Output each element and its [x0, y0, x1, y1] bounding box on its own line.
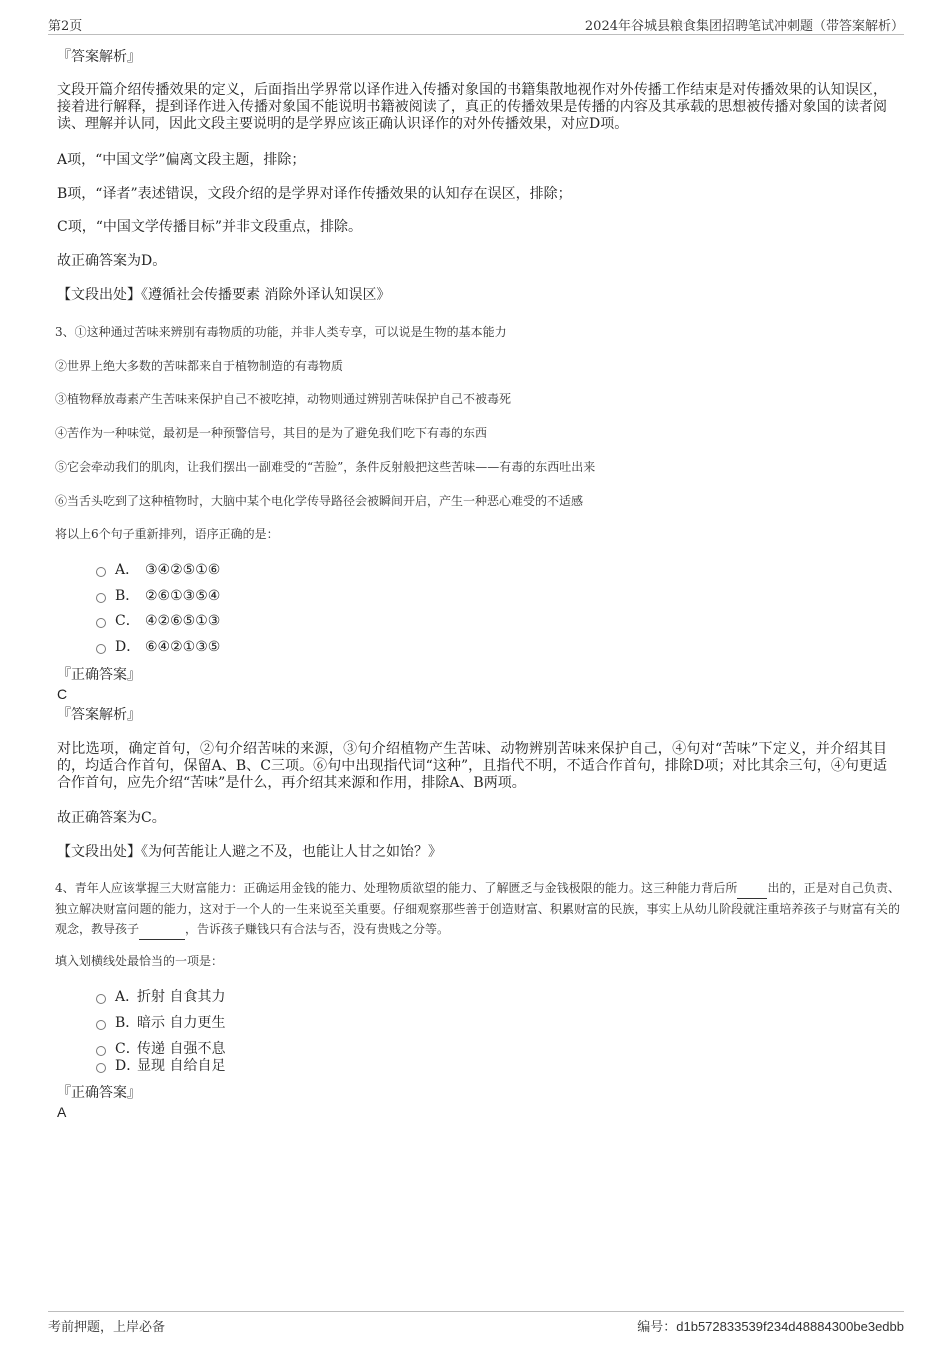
radio-icon[interactable] [96, 567, 106, 577]
answer-label: 『正确答案』 [57, 1085, 141, 1101]
answer-label: 『正确答案』 [57, 667, 141, 683]
option-text: ②⑥①③⑤④ [145, 588, 221, 604]
option-letter: B． [115, 1015, 140, 1031]
document-id: 编号：d1b572833539f234d48884300be3edbb [637, 1319, 904, 1334]
option-a[interactable] [96, 988, 225, 1006]
option-text: 传递 自强不息 [137, 1041, 226, 1057]
option-letter: A． [115, 989, 140, 1005]
radio-icon[interactable] [96, 1020, 106, 1030]
question-sentence-1: 3、①这种通过苦味来辨别有毒物质的功能，并非人类专享，可以说是生物的基本能力 [55, 325, 507, 339]
option-c[interactable] [96, 612, 220, 630]
option-text: 暗示 自力更生 [137, 1015, 226, 1031]
radio-icon[interactable] [96, 1046, 106, 1056]
analysis-line-c: C项，“中国文学传播目标”并非文段重点，排除。 [57, 219, 363, 235]
answer-value: A [57, 1104, 67, 1120]
option-letter: D． [115, 639, 141, 655]
page-footer [48, 1311, 904, 1335]
fill-blank-2 [139, 919, 185, 940]
stem-text: 4、青年人应该掌握三大财富能力：正确运用金钱的能力、处理物质欲望的能力、了解匮乏与金钱极限的能力。这三种能力背后所 [55, 881, 738, 895]
page-number: 第2页 [48, 19, 83, 34]
footer-slogan: 考前押题，上岸必备 [48, 1320, 166, 1335]
analysis-label: 『答案解析』 [57, 49, 141, 65]
analysis-label: 『答案解析』 [57, 707, 141, 723]
radio-icon[interactable] [96, 593, 106, 603]
source-citation: 【文段出处】《为何苦能让人避之不及，也能让人甘之如饴？》 [57, 844, 442, 860]
question-sentence-2: ②世界上绝大多数的苦味都来自于植物制造的有毒物质 [55, 359, 344, 373]
radio-icon[interactable] [96, 1063, 106, 1073]
analysis-paragraph: 对比选项，确定首句，②句介绍苦味的来源，③句介绍植物产生苦味、动物辨别苦味来保护自己，④句对“苦味”下定义，并介绍其目的，均适合作首句，保留A、B、C三项。⑥句中出现指代词“这种”，且指代不明，不适合作首句，排除D项；对比其余三句，④句更适合作首句，应先介绍“苦味”是什么，再介绍其来源和作用，排除A、B两项。 [57, 741, 887, 791]
conclusion: 故正确答案为D。 [57, 253, 167, 269]
analysis-line-b: B项，“译者”表述错误，文段介绍的是学界对译作传播效果的认知存在误区，排除； [57, 186, 572, 202]
option-letter: C． [115, 1041, 140, 1057]
fill-blank-1 [737, 878, 767, 899]
option-letter: C． [115, 613, 140, 629]
radio-icon[interactable] [96, 994, 106, 1004]
answer-value: C [57, 686, 68, 702]
document-title: 2024年谷城县粮食集团招聘笔试冲刺题（带答案解析） [584, 19, 904, 34]
conclusion: 故正确答案为C。 [57, 810, 166, 826]
option-d[interactable] [96, 1057, 225, 1075]
question-stem [55, 878, 900, 940]
question-prompt: 填入划横线处最恰当的一项是： [55, 954, 224, 968]
option-letter: A． [115, 562, 140, 578]
question-prompt: 将以上6个句子重新排列，语序正确的是： [55, 527, 279, 541]
option-letter: D． [115, 1058, 141, 1074]
option-text: ④②⑥⑤①③ [145, 613, 221, 629]
option-text: 折射 自食其力 [137, 989, 226, 1005]
radio-icon[interactable] [96, 644, 106, 654]
option-text: ⑥④②①③⑤ [145, 639, 221, 655]
stem-text: ，告诉孩子赚钱只有合法与否，没有贵贱之分等。 [185, 922, 450, 936]
option-b[interactable] [96, 1014, 225, 1032]
analysis-paragraph: 文段开篇介绍传播效果的定义，后面指出学界常以译作进入传播对象国的书籍集散地视作对外传播工作结束是对传播效果的认知误区，接着进行解释，提到译作进入传播对象国不能说明书籍被阅读了，真正的传播效果是传播的内容及其承载的思想被传播对象国的读者阅读、理解并认同，因此文段主要说明的是学界应该正确认识译作的对外传播效果，对应D项。 [57, 82, 887, 132]
option-c[interactable] [96, 1040, 225, 1058]
option-a[interactable] [96, 561, 220, 579]
question-sentence-6: ⑥当舌头吃到了这种植物时，大脑中某个电化学传导路径会被瞬间开启，产生一种恶心难受的不适感 [55, 494, 584, 508]
option-d[interactable] [96, 638, 220, 656]
page-header [48, 14, 904, 35]
option-text: 显现 自给自足 [137, 1058, 226, 1074]
question-sentence-4: ④苦作为一种味觉，最初是一种预警信号，其目的是为了避免我们吃下有毒的东西 [55, 426, 488, 440]
analysis-line-a: A项，“中国文学”偏离文段主题，排除； [57, 152, 306, 168]
option-b[interactable] [96, 587, 220, 605]
question-sentence-5: ⑤它会牵动我们的肌肉，让我们摆出一副难受的“苦脸”，条件反射般把这些苦味——有毒的东西吐出来 [55, 460, 596, 474]
question-sentence-3: ③植物释放毒素产生苦味来保护自己不被吃掉，动物则通过辨别苦味保护自己不被毒死 [55, 392, 512, 406]
source-citation: 【文段出处】《遵循社会传播要素 消除外译认知误区》 [57, 287, 391, 303]
stem-text: 出的，正是对自己负责、独立解决财富问题的能力，这对于一个人的一生来说至关重要。仔细观察那些善于创造财富、积累财富的民族，事实上从幼儿阶段就注重培养孩子与财富有关的观念，教导孩子 [55, 881, 900, 936]
option-letter: B． [115, 588, 140, 604]
option-text: ③④②⑤①⑥ [145, 562, 221, 578]
radio-icon[interactable] [96, 618, 106, 628]
